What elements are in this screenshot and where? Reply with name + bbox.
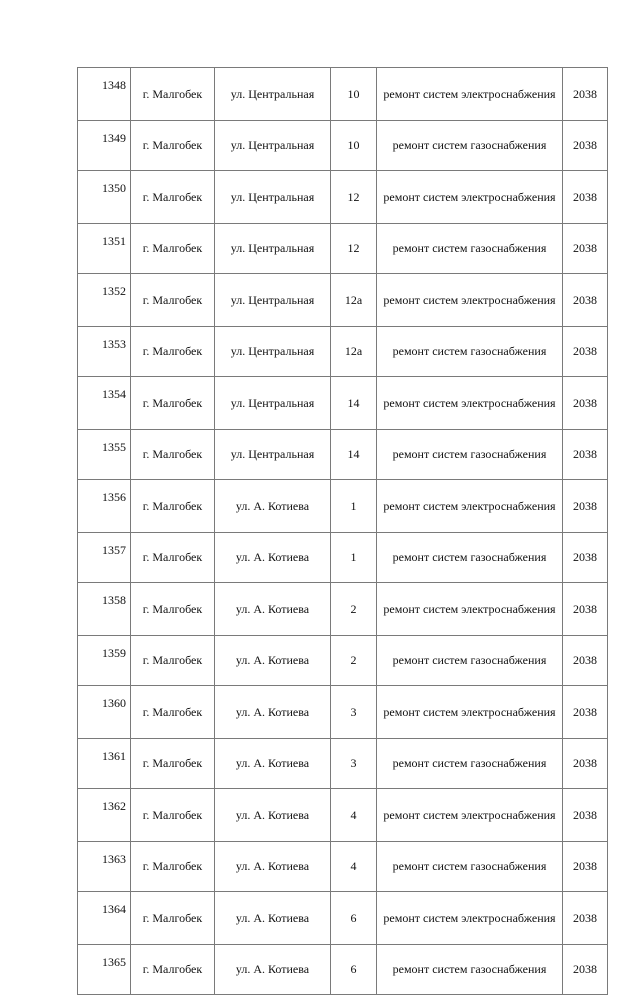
street-cell: ул. А. Котиева [215, 636, 331, 686]
work-type-cell: ремонт систем газоснабжения [377, 636, 563, 686]
year-cell: 2038 [563, 842, 608, 892]
house-cell: 12 [331, 171, 377, 224]
street-cell: ул. Центральная [215, 377, 331, 430]
house-cell: 3 [331, 739, 377, 789]
street-cell: ул. Центральная [215, 224, 331, 274]
year-cell: 2038 [563, 274, 608, 327]
row-number: 1356 [78, 480, 131, 533]
year-cell: 2038 [563, 171, 608, 224]
table-row [78, 274, 608, 327]
year-cell: 2038 [563, 533, 608, 583]
table-row [78, 377, 608, 430]
house-cell: 12 [331, 224, 377, 274]
house-cell: 4 [331, 789, 377, 842]
street-cell: ул. А. Котиева [215, 583, 331, 636]
table-row [78, 533, 608, 583]
year-cell: 2038 [563, 480, 608, 533]
house-cell: 10 [331, 68, 377, 121]
year-cell: 2038 [563, 636, 608, 686]
street-cell: ул. А. Котиева [215, 842, 331, 892]
work-type-cell: ремонт систем газоснабжения [377, 842, 563, 892]
row-number: 1362 [78, 789, 131, 842]
city-cell: г. Малгобек [131, 789, 215, 842]
table-row [78, 121, 608, 171]
street-cell: ул. А. Котиева [215, 480, 331, 533]
city-cell: г. Малгобек [131, 636, 215, 686]
table-row [78, 224, 608, 274]
city-cell: г. Малгобек [131, 842, 215, 892]
city-cell: г. Малгобек [131, 68, 215, 121]
house-cell: 2 [331, 583, 377, 636]
work-type-cell: ремонт систем электроснабжения [377, 171, 563, 224]
work-type-cell: ремонт систем газоснабжения [377, 224, 563, 274]
city-cell: г. Малгобек [131, 430, 215, 480]
row-number: 1361 [78, 739, 131, 789]
work-type-cell: ремонт систем газоснабжения [377, 327, 563, 377]
year-cell: 2038 [563, 739, 608, 789]
year-cell: 2038 [563, 892, 608, 945]
city-cell: г. Малгобек [131, 377, 215, 430]
work-type-cell: ремонт систем электроснабжения [377, 892, 563, 945]
row-number: 1351 [78, 224, 131, 274]
street-cell: ул. Центральная [215, 171, 331, 224]
street-cell: ул. Центральная [215, 274, 331, 327]
row-number: 1354 [78, 377, 131, 430]
year-cell: 2038 [563, 68, 608, 121]
row-number: 1365 [78, 945, 131, 995]
street-cell: ул. А. Котиева [215, 892, 331, 945]
street-cell: ул. А. Котиева [215, 739, 331, 789]
work-type-cell: ремонт систем газоснабжения [377, 121, 563, 171]
house-cell: 14 [331, 430, 377, 480]
street-cell: ул. Центральная [215, 68, 331, 121]
year-cell: 2038 [563, 945, 608, 995]
row-number: 1360 [78, 686, 131, 739]
row-number: 1363 [78, 842, 131, 892]
city-cell: г. Малгобек [131, 274, 215, 327]
city-cell: г. Малгобек [131, 121, 215, 171]
house-cell: 3 [331, 686, 377, 739]
year-cell: 2038 [563, 430, 608, 480]
house-cell: 6 [331, 945, 377, 995]
year-cell: 2038 [563, 121, 608, 171]
house-cell: 1 [331, 480, 377, 533]
house-cell: 10 [331, 121, 377, 171]
row-number: 1359 [78, 636, 131, 686]
year-cell: 2038 [563, 583, 608, 636]
year-cell: 2038 [563, 377, 608, 430]
table-row [78, 739, 608, 789]
house-cell: 14 [331, 377, 377, 430]
table-body [78, 68, 608, 995]
table-row [78, 789, 608, 842]
city-cell: г. Малгобек [131, 945, 215, 995]
row-number: 1358 [78, 583, 131, 636]
table-row [78, 480, 608, 533]
row-number: 1349 [78, 121, 131, 171]
street-cell: ул. Центральная [215, 121, 331, 171]
table-row [78, 68, 608, 121]
city-cell: г. Малгобек [131, 327, 215, 377]
work-type-cell: ремонт систем электроснабжения [377, 274, 563, 327]
house-cell: 4 [331, 842, 377, 892]
table-row [78, 686, 608, 739]
table-row [78, 583, 608, 636]
work-type-cell: ремонт систем газоснабжения [377, 533, 563, 583]
city-cell: г. Малгобек [131, 480, 215, 533]
year-cell: 2038 [563, 686, 608, 739]
table-row [78, 636, 608, 686]
street-cell: ул. Центральная [215, 430, 331, 480]
repair-schedule-table [77, 67, 608, 995]
work-type-cell: ремонт систем газоснабжения [377, 945, 563, 995]
street-cell: ул. Центральная [215, 327, 331, 377]
work-type-cell: ремонт систем газоснабжения [377, 739, 563, 789]
city-cell: г. Малгобек [131, 224, 215, 274]
table-row [78, 892, 608, 945]
house-cell: 1 [331, 533, 377, 583]
street-cell: ул. А. Котиева [215, 945, 331, 995]
year-cell: 2038 [563, 789, 608, 842]
city-cell: г. Малгобек [131, 892, 215, 945]
house-cell: 12а [331, 327, 377, 377]
table-row [78, 430, 608, 480]
work-type-cell: ремонт систем электроснабжения [377, 377, 563, 430]
house-cell: 2 [331, 636, 377, 686]
row-number: 1348 [78, 68, 131, 121]
table-row [78, 171, 608, 224]
work-type-cell: ремонт систем электроснабжения [377, 480, 563, 533]
house-cell: 6 [331, 892, 377, 945]
row-number: 1364 [78, 892, 131, 945]
street-cell: ул. А. Котиева [215, 533, 331, 583]
street-cell: ул. А. Котиева [215, 789, 331, 842]
city-cell: г. Малгобек [131, 171, 215, 224]
table-row [78, 327, 608, 377]
city-cell: г. Малгобек [131, 686, 215, 739]
work-type-cell: ремонт систем газоснабжения [377, 430, 563, 480]
city-cell: г. Малгобек [131, 533, 215, 583]
row-number: 1350 [78, 171, 131, 224]
work-type-cell: ремонт систем электроснабжения [377, 789, 563, 842]
row-number: 1352 [78, 274, 131, 327]
house-cell: 12а [331, 274, 377, 327]
work-type-cell: ремонт систем электроснабжения [377, 686, 563, 739]
row-number: 1357 [78, 533, 131, 583]
row-number: 1353 [78, 327, 131, 377]
table-row [78, 842, 608, 892]
city-cell: г. Малгобек [131, 739, 215, 789]
year-cell: 2038 [563, 327, 608, 377]
table-row [78, 945, 608, 995]
work-type-cell: ремонт систем электроснабжения [377, 583, 563, 636]
row-number: 1355 [78, 430, 131, 480]
city-cell: г. Малгобек [131, 583, 215, 636]
street-cell: ул. А. Котиева [215, 686, 331, 739]
year-cell: 2038 [563, 224, 608, 274]
work-type-cell: ремонт систем электроснабжения [377, 68, 563, 121]
